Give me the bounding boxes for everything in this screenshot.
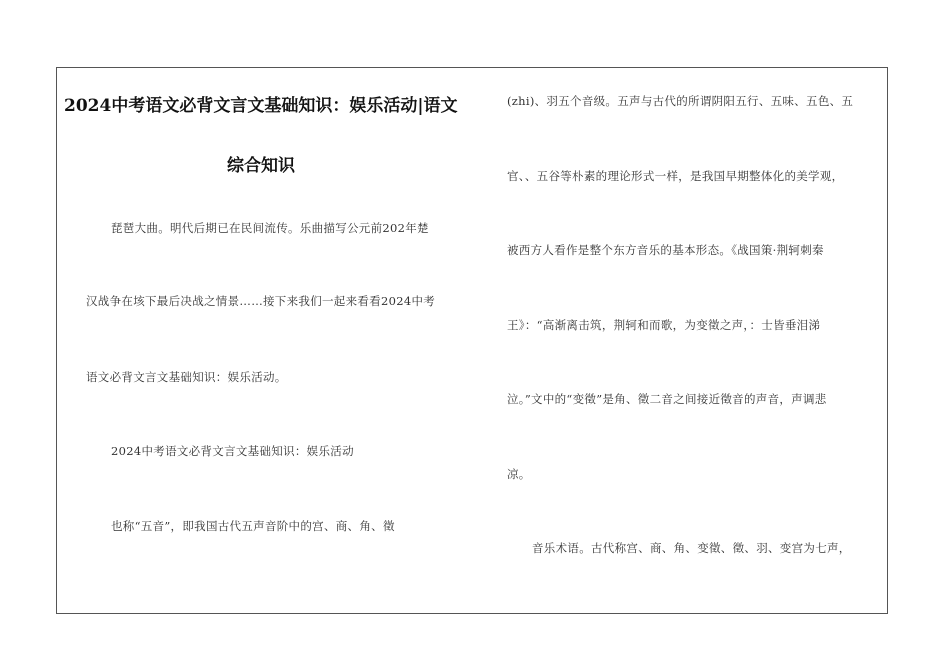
left-paragraph-line: 琵琶大曲。明代后期已在民间流传。乐曲描写公元前202年楚 <box>111 221 429 235</box>
right-paragraph-line: 王》：“高渐离击筑，荆轲和而歌，为变徵之声，：士皆垂泪涕 <box>507 318 821 332</box>
left-section-heading: 2024中考语文必背文言文基础知识：娱乐活动 <box>111 444 354 458</box>
right-paragraph-line: 泣。”文中的“变徵”是角、徵二音之间接近徵音的声音，声调悲 <box>507 392 827 406</box>
document-title-line-2: 综合知识 <box>227 156 295 176</box>
right-paragraph-line: 音乐术语。古代称宫、商、角、变徵、徵、羽、变宫为七声， <box>532 541 851 555</box>
right-paragraph-line: 凉。 <box>507 467 531 481</box>
right-paragraph-line: 官、、五谷等朴素的理论形式一样，是我国早期整体化的美学观， <box>507 169 844 183</box>
right-paragraph-line: (zhi)、羽五个音级。五声与古代的所谓阴阳五行、五味、五色、五 <box>507 94 854 108</box>
left-paragraph-line: 也称“五音”，即我国古代五声音阶中的宫、商、角、徵 <box>111 519 395 533</box>
right-paragraph-line: 被西方人看作是整个东方音乐的基本形态。《战国策·荆轲刺秦 <box>507 243 824 257</box>
left-paragraph-line: 汉战争在垓下最后决战之情景……接下来我们一起来看看2024中考 <box>86 294 436 308</box>
document-title-line-1: 2024中考语文必背文言文基础知识：娱乐活动|语文 <box>64 96 458 116</box>
left-paragraph-line: 语文必背文言文基础知识：娱乐活动。 <box>86 370 287 384</box>
